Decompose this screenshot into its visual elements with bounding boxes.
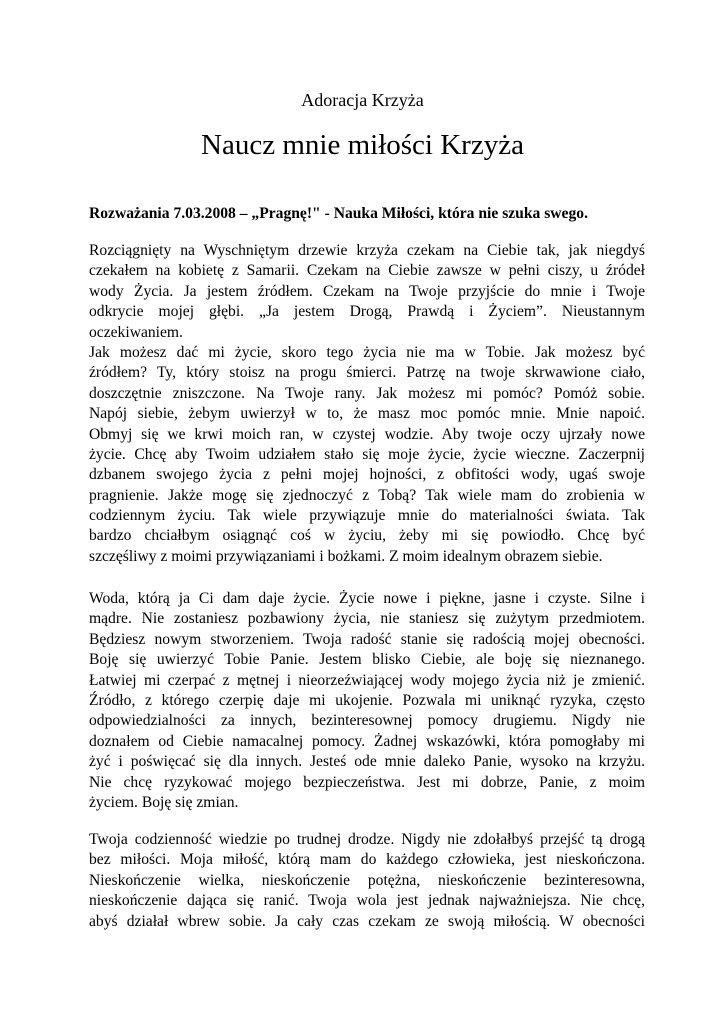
text-line: Rozciągnięty na Wyschniętym drzewie krzyża czekam na Ciebie tak, jak niegdyś: [89, 242, 645, 259]
text-line: abyś działał wbrew sobie. Ja cały czas czekam ze swoją miłością. W obecności: [89, 912, 645, 930]
text-line: pragnienie. Jakże mogę się zjednoczyć z Tobą? Tak wiele mam do zrobienia w: [89, 486, 645, 504]
text-line: źródłem? Ty, który stoisz na progu śmierci. Patrzę na twoje skrwawione ciało,: [89, 364, 645, 382]
text-line: Woda, którą ja Ci dam daje życie. Życie nowe i piękne, jasne i czyste. Silne i: [89, 590, 645, 607]
text-line: czekałem na kobietę z Samarii. Czekam na Ciebie zawsze w pełni ciszy, u źródeł: [89, 262, 645, 280]
text-line: doznałem od Ciebie namacalnej pomocy. Żadnej wskazówki, która pomogłaby mi: [89, 732, 645, 750]
text-line: Twoja codzienność wiedzie po trudnej drodze. Nigdy nie zdołałbyś przejść tą drogą: [89, 831, 645, 848]
text-line: Będziesz nowym stworzeniem. Twoja radość stanie się radością mojej obecności.: [89, 630, 645, 648]
text-line: bardzo chciałbym osiągnąć coś w życiu, żeby mi się powiodło. Chcę być: [89, 527, 645, 545]
text-line: wody Życia. Ja jestem źródłem. Czekam na Twoje przyjście do mnie i Twoje: [89, 282, 645, 300]
text-line: Nieskończenie wielka, nieskończenie potężna, nieskończenie bezinteresowna,: [89, 871, 645, 889]
text-line: nieskończenie dająca się ranić. Twoja wola jest jednak najważniejsza. Nie chcę,: [89, 892, 645, 910]
text-line: Źródło, z którego czerpię daje mi ukojenie. Pozwala mi uniknąć ryzyka, często: [89, 691, 645, 709]
text-line: mądre. Nie zostaniesz pozbawiony życia, nie staniesz się zużytym przedmiotem.: [89, 610, 645, 628]
paragraph-2: [89, 589, 645, 813]
section-heading: Rozważania 7.03.2008 – „Pragnę!" - Nauka Miłości, która nie szuka swego.: [89, 205, 588, 222]
text-line: codziennym życiu. Tak wiele przywiązuje mnie do materialności świata. Tak: [89, 507, 645, 525]
paragraph-3: [89, 830, 645, 932]
text-line: doszczętnie zniszczone. Na Twoje rany. Jak możesz mi pomóc? Pomóż sobie.: [89, 384, 645, 402]
text-line: żyć i poświęcać się dla innych. Jesteś ode mnie daleko Panie, wysoko na krzyżu.: [89, 753, 645, 771]
text-line: oczekiwaniem.: [89, 323, 183, 341]
text-line: Łatwiej mi czerpać z mętnej i nieorzeźwiającej wody mojego życia niż je zmienić.: [89, 671, 645, 689]
document-title: Naucz mnie miłości Krzyża: [201, 129, 524, 161]
text-line: dzbanem swojego życia z pełni mojej hojności, z obfitości wody, ugaś swoje: [89, 466, 645, 484]
text-line: odkrycie mojej głębi. „Ja jestem Drogą, Prawdą i Życiem”. Nieustannym: [89, 303, 645, 321]
text-line: Obmyj się we krwi moich ran, w czystej wodzie. Aby twoje oczy ujrzały nowe: [89, 425, 645, 443]
document-subtitle: Adoracja Krzyża: [301, 90, 424, 110]
text-line: życie. Chcę aby Twoim udziałem stało się moje życie, życie wieczne. Zaczerpnij: [89, 445, 645, 463]
text-line: życiem. Boję się zmian.: [89, 793, 239, 811]
text-line: odpowiedzialności za innych, bezinteresownej pomocy drugiemu. Nigdy nie: [89, 712, 645, 730]
text-line: bez miłości. Moja miłość, którą mam do każdego człowieka, jest nieskończona.: [89, 851, 645, 869]
text-line: Napój siebie, żebym uwierzył w to, że masz moc pomóc mnie. Mnie napoić.: [89, 405, 645, 423]
text-line: Nie chcę ryzykować mojego bezpieczeństwa. Jest mi dobrze, Panie, z moim: [89, 773, 645, 791]
text-line: Boję się uwierzyć Tobie Panie. Jestem blisko Ciebie, ale boję się nieznanego.: [89, 651, 645, 669]
paragraph-1: [89, 241, 645, 567]
text-line: szczęśliwy z moimi przywiązaniami i bożkami. Z moim idealnym obrazem siebie.: [89, 547, 603, 565]
text-line: Jak możesz dać mi życie, skoro tego życia nie ma w Tobie. Jak możesz być: [89, 343, 645, 361]
